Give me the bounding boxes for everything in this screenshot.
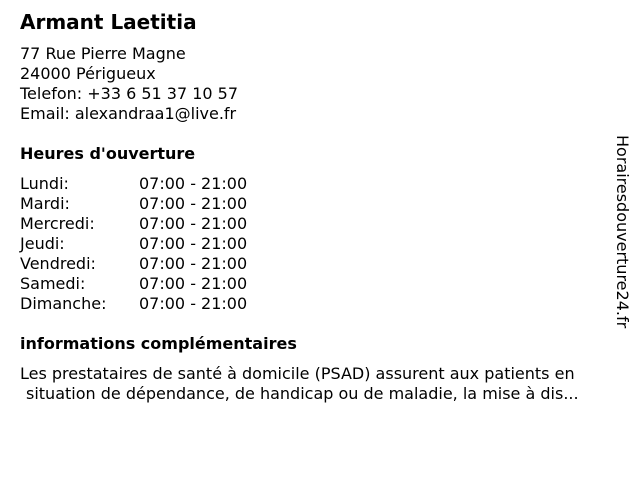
time-range: 07:00 - 21:00 xyxy=(139,194,248,213)
description-line-2: situation de dépendance, de handicap ou de maladie, la mise à dis... xyxy=(26,384,579,403)
hours-row-monday xyxy=(20,174,280,194)
site-brand-vertical: Horairesdouverture24.fr xyxy=(613,135,632,329)
description-line-1: Les prestataires de santé à domicile (PSAD) assurent aux patients en xyxy=(20,364,575,383)
time-range: 07:00 - 21:00 xyxy=(139,214,248,233)
hours-row-tuesday xyxy=(20,194,280,214)
day-label: Samedi: xyxy=(20,274,86,293)
phone-number: Telefon: +33 6 51 37 10 57 xyxy=(20,84,239,103)
hours-row-friday xyxy=(20,254,280,274)
time-range: 07:00 - 21:00 xyxy=(139,274,248,293)
opening-hours-table xyxy=(20,174,280,314)
email-address: Email: alexandraa1@live.fr xyxy=(20,104,237,123)
time-range: 07:00 - 21:00 xyxy=(139,294,248,313)
day-label: Lundi: xyxy=(20,174,69,193)
day-label: Mardi: xyxy=(20,194,70,213)
time-range: 07:00 - 21:00 xyxy=(139,254,248,273)
time-range: 07:00 - 21:00 xyxy=(139,234,248,253)
day-label: Vendredi: xyxy=(20,254,96,273)
day-label: Dimanche: xyxy=(20,294,107,313)
city-postcode: 24000 Périgueux xyxy=(20,64,156,83)
time-range: 07:00 - 21:00 xyxy=(139,174,248,193)
hours-row-saturday xyxy=(20,274,280,294)
hours-row-sunday xyxy=(20,294,280,314)
business-name: Armant Laetitia xyxy=(20,10,197,34)
street-address: 77 Rue Pierre Magne xyxy=(20,44,186,63)
day-label: Jeudi: xyxy=(20,234,65,253)
day-label: Mercredi: xyxy=(20,214,95,233)
opening-hours-heading: Heures d'ouverture xyxy=(20,144,196,163)
hours-row-thursday xyxy=(20,234,280,254)
additional-info-text xyxy=(20,364,626,404)
additional-info-heading: informations complémentaires xyxy=(20,334,297,353)
address-block xyxy=(20,44,238,124)
hours-row-wednesday xyxy=(20,214,280,234)
